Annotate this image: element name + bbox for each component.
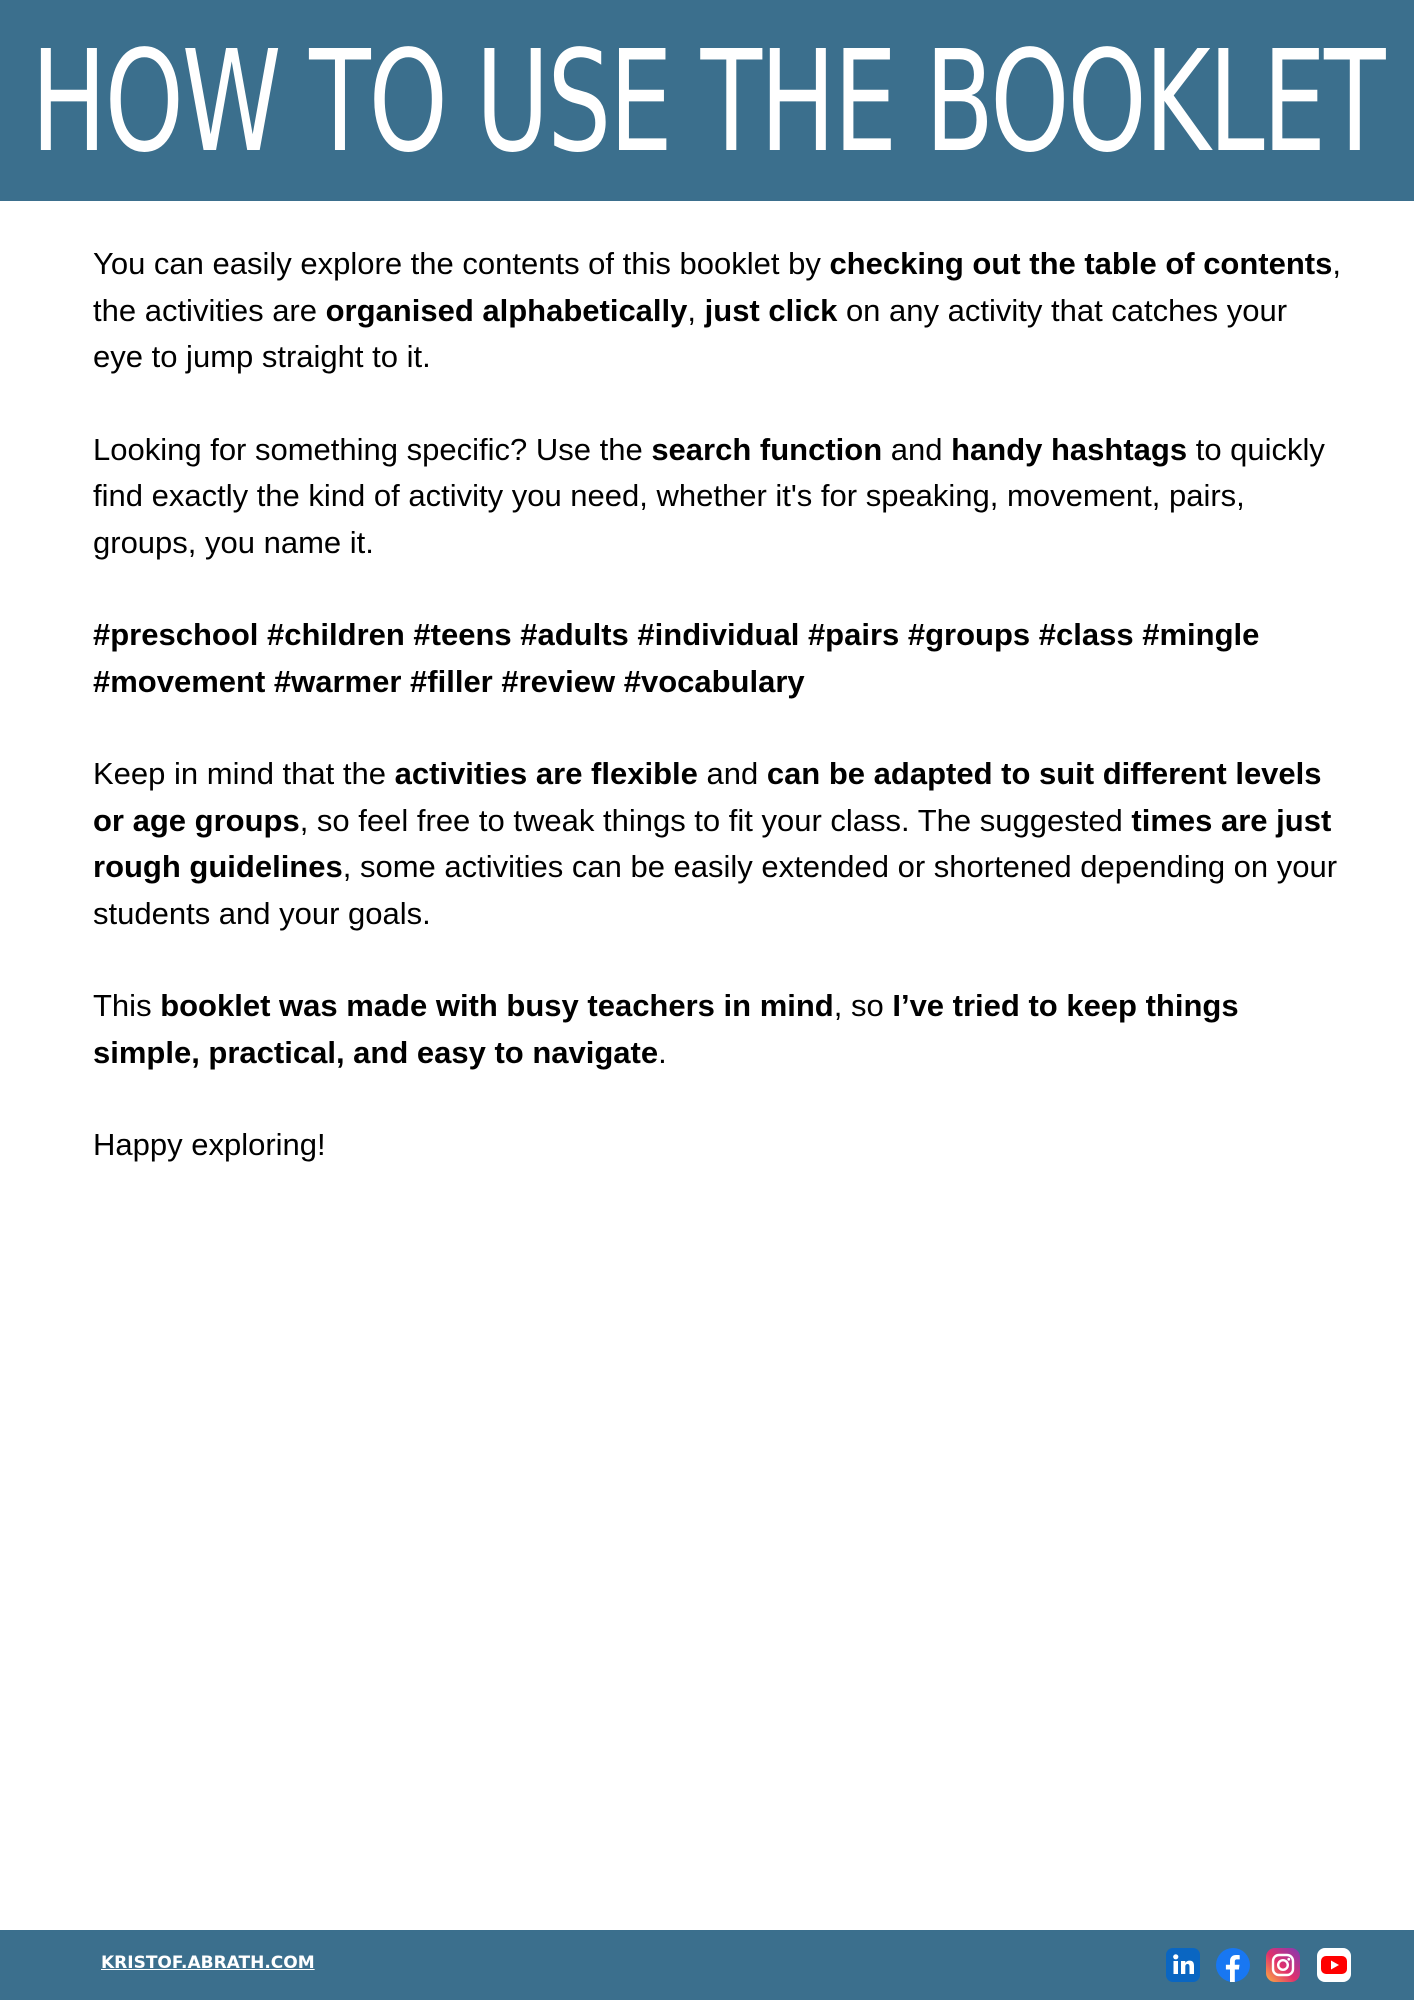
page-title: HOW TO USE THE BOOKLET: [30, 20, 1384, 184]
instagram-icon[interactable]: [1265, 1947, 1301, 1983]
website-link[interactable]: KRISTOF.ABRATH.COM: [101, 1953, 315, 1973]
facebook-icon[interactable]: [1215, 1947, 1251, 1983]
search-paragraph: Looking for something specific? Use the search function and handy hashtags to quickly find exactly the kind of activity you need, whether it's for speaking, movement, pairs, groups, you name it.: [93, 431, 1325, 560]
main-content: [93, 241, 1343, 1215]
header-banner: [0, 0, 1414, 201]
flexibility-paragraph: Keep in mind that the activities are flexible and can be adapted to suit different levels or age groups, so feel free to tweak things to fit your class. The suggested times are just rough guidelines, some activities can be easily extended or shortened depending on your students and your goals.: [93, 756, 1338, 931]
intro-paragraph: You can easily explore the contents of this booklet by checking out the table of contents, the activities are organised alphabetically, just click on any activity that catches your eye to jump straight to it.: [93, 246, 1341, 374]
busy-teachers-paragraph: This booklet was made with busy teachers in mind, so I’ve tried to keep things simple, practical, and easy to navigate.: [93, 988, 1239, 1070]
youtube-icon[interactable]: [1316, 1947, 1352, 1983]
linkedin-icon[interactable]: [1165, 1947, 1201, 1983]
closing-paragraph: Happy exploring!: [93, 1127, 326, 1162]
hashtag-list: #preschool #children #teens #adults #individual #pairs #groups #class #mingle #movement #warmer #filler #review #vocabulary: [93, 617, 1260, 699]
hashtags-paragraph: [93, 612, 1343, 705]
footer-bar: [0, 1930, 1414, 2000]
